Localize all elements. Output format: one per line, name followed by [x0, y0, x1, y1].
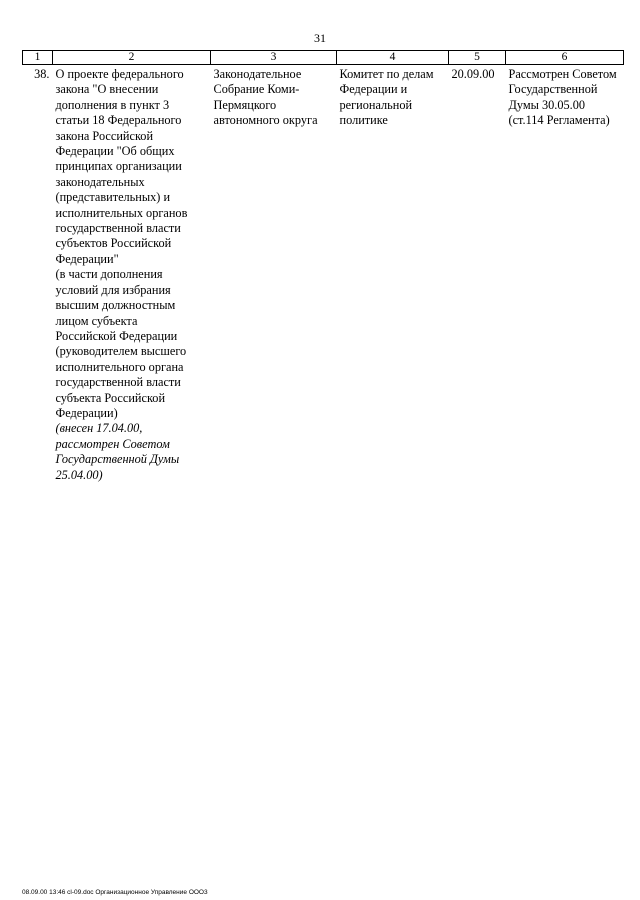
text-line: законодательных	[55, 174, 145, 189]
text-line: Рассмотрен Советом	[508, 67, 617, 81]
text-line: закона "О внесении	[55, 82, 159, 97]
text-line: О проекте федерального	[55, 67, 184, 81]
text-line: Государственной	[508, 82, 598, 97]
date-cell: 20.09.00	[451, 67, 495, 81]
text-line: автономного округа	[213, 113, 318, 128]
column-header-5: 5	[449, 51, 506, 65]
text-line: (в части дополнения	[55, 267, 163, 282]
text-line: дополнения в пункт 3	[55, 97, 170, 112]
text-line: Комитет по делам	[339, 67, 434, 81]
column-header-6: 6	[506, 51, 624, 65]
document-footer: 08.09.00 13:46 cl-09.doc Организационное Управление ООО3	[22, 889, 208, 896]
column-header-1: 1	[23, 51, 53, 65]
text-line: Российской Федерации	[55, 328, 178, 343]
text-line: Федерации"	[55, 251, 119, 266]
bill-title-cell	[53, 65, 211, 483]
text-line: рассмотрен Советом	[55, 436, 170, 451]
text-line: политике	[339, 113, 388, 128]
text-line: (внесен 17.04.00,	[55, 421, 143, 436]
text-line: исполнительных органов	[55, 205, 188, 220]
column-header-2: 2	[53, 51, 211, 65]
text-line: Собрание Коми-	[213, 82, 300, 97]
text-line: закона Российской	[55, 128, 154, 143]
text-line: субъекта Российской	[55, 390, 166, 405]
text-line: статьи 18 Федерального	[55, 113, 182, 128]
column-header-4: 4	[337, 51, 449, 65]
initiator-cell	[211, 65, 337, 483]
text-line: (представительных) и	[55, 190, 171, 205]
row-number: 38.	[34, 67, 50, 81]
status-cell	[506, 65, 624, 483]
committee-cell	[337, 65, 449, 483]
text-line: Федерации "Об общих	[55, 144, 175, 159]
responsible-committee	[340, 67, 446, 129]
text-line: лицом субъекта	[55, 313, 138, 328]
text-line: Федерации)	[55, 405, 118, 420]
status	[509, 67, 621, 129]
text-line: 25.04.00)	[55, 467, 103, 482]
text-line: региональной	[339, 97, 413, 112]
text-line: высшим должностным	[55, 298, 176, 313]
table-header-row	[23, 51, 624, 65]
text-line: Государственной Думы	[55, 452, 180, 467]
bill-submission-note	[56, 421, 208, 483]
text-line: Думы 30.05.00	[508, 97, 586, 112]
text-line: (руководителем высшего	[55, 344, 187, 359]
text-line: Пермяцкого	[213, 97, 277, 112]
text-line: исполнительного органа	[55, 359, 184, 374]
column-header-3: 3	[211, 51, 337, 65]
text-line: условий для избрания	[55, 282, 171, 297]
text-line: Законодательное	[213, 67, 302, 81]
text-line: субъектов Российской	[55, 236, 172, 251]
table-row	[23, 65, 624, 483]
text-line: принципах организации	[55, 159, 182, 174]
initiator	[214, 67, 334, 129]
bill-title	[56, 67, 208, 421]
page-number: 31	[314, 31, 326, 45]
bills-table	[22, 50, 624, 483]
text-line: государственной власти	[55, 221, 181, 236]
text-line: (ст.114 Регламента)	[508, 113, 610, 128]
text-line: государственной власти	[55, 375, 181, 390]
text-line: Федерации и	[339, 82, 408, 97]
